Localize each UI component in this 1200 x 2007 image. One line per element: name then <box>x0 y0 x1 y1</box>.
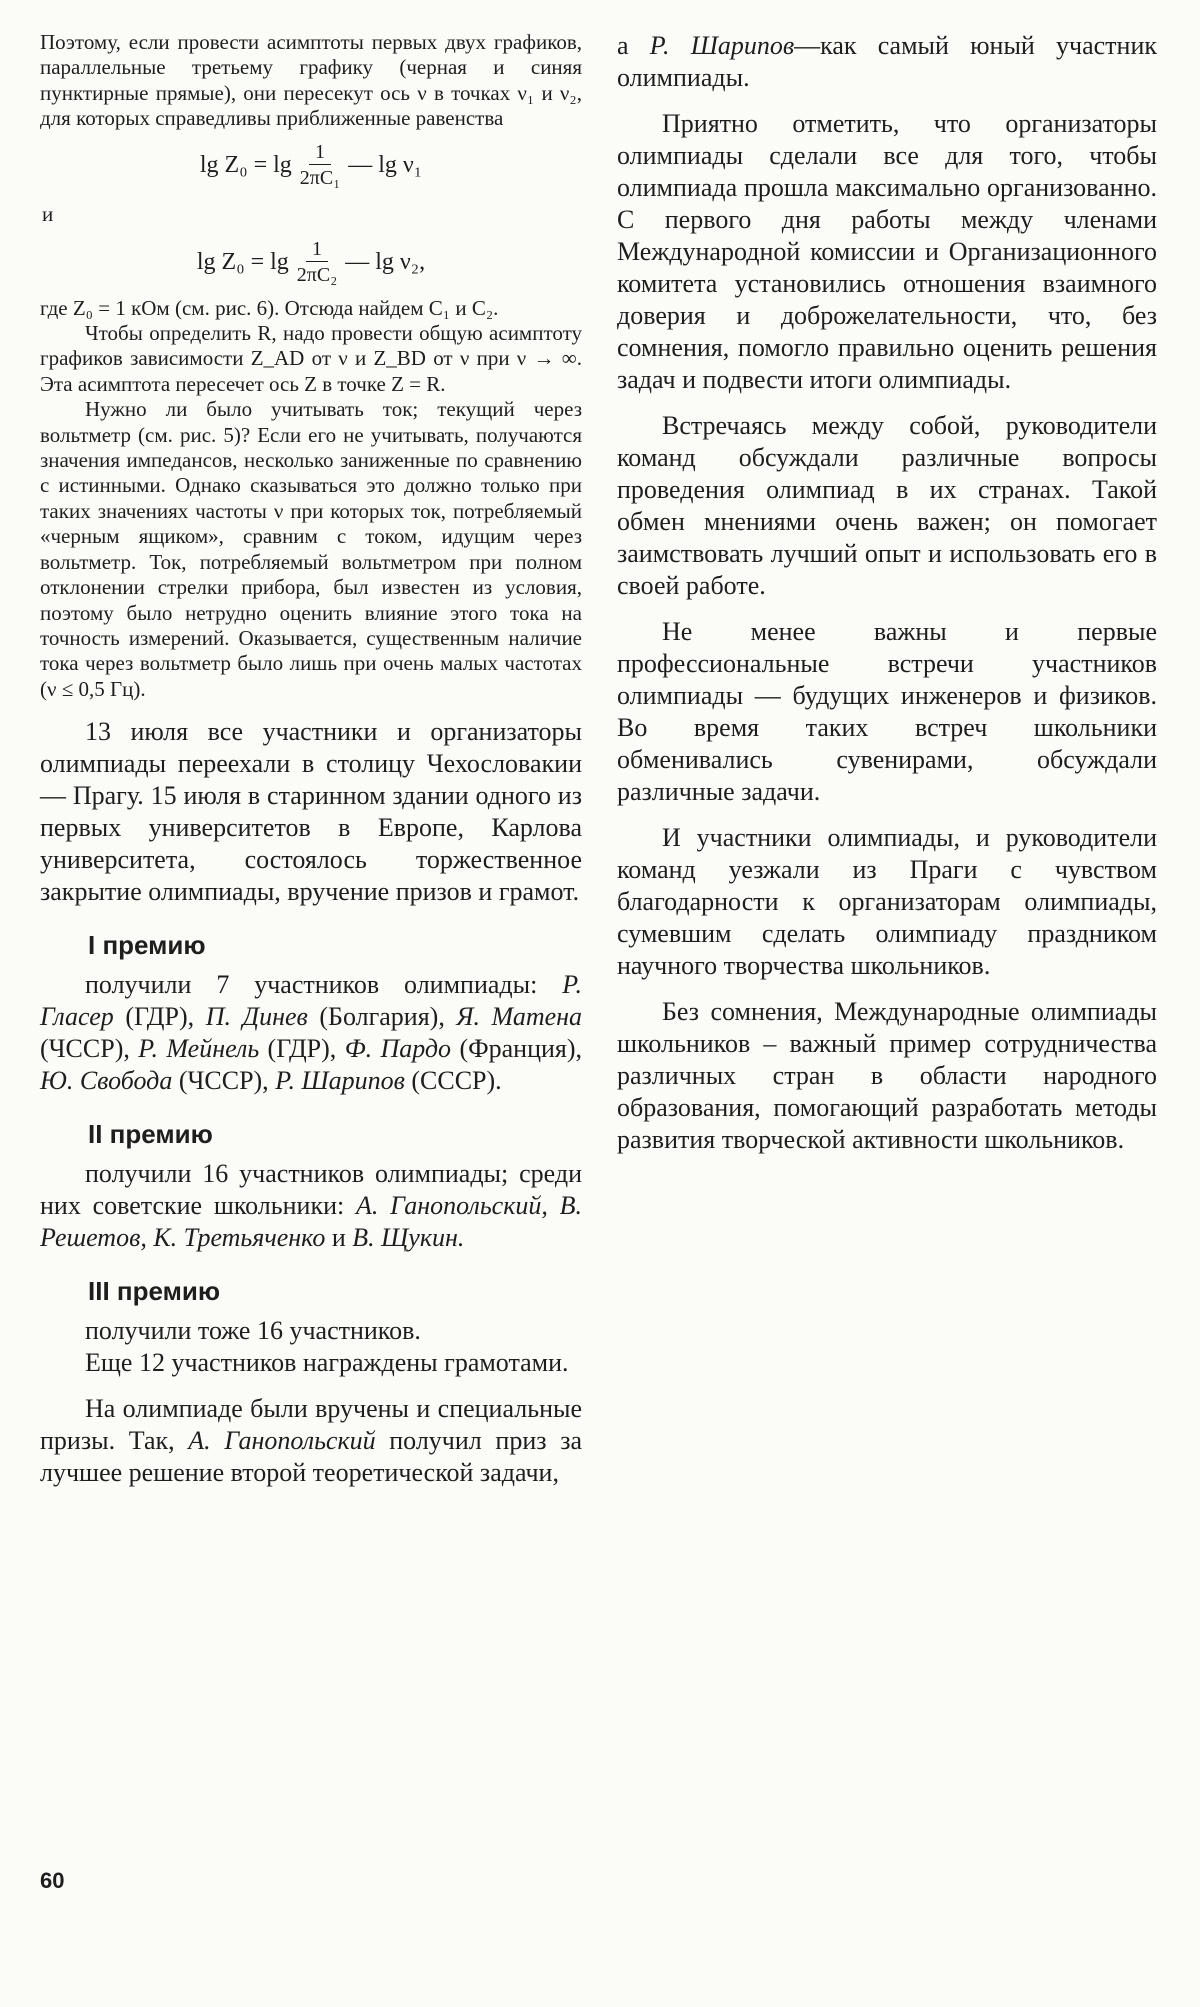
paragraph-voltmeter: Нужно ли было учитывать ток; текущий через вольтметр (см. рис. 5)? Если его не учитывать, получаются значения импедансов, несколько заниженные по сравнению с истинными. Однако сказываться это должно только при таких значениях частоты ν при которых ток, потребляемый «черным ящиком», сравним с током, идущим через вольтметр. Ток, потребляемый вольтметром при полном отклонении стрелки прибора, был известен из условия, поэтому было нетрудно оценить влияние этого тока на точность измерений. Оказывается, существенным наличие тока через вольтметр было лишь при очень малых частотах (ν ≤ 0,5 Гц). <box>40 397 582 701</box>
winner-name: А. Ганопольский, <box>355 1191 548 1221</box>
winner-name: В. Решетов, <box>40 1191 583 1253</box>
formula-2-lhs: lg Z₀ = lg <box>196 249 289 276</box>
paragraph-first-prize: получили 7 участников олимпиады: Р. Гласер (ГДР), П. Динев (Болгария), Я. Матена (ЧССР), Р. Мейнель (ГДР), Ф. Пардо (Франция), Ю. Свобода (ЧССР), Р. Шарипов (СССР). <box>40 970 583 1096</box>
paragraph-z0: где Z₀ = 1 кОм (см. рис. 6). Отсюда найдем C₁ и C₂. <box>40 295 499 320</box>
formula-2 <box>40 237 582 288</box>
paragraph-professional-meetings: Не менее важны и первые профессиональные встречи участников олимпиады — будущих инженеров и физиков. Во время таких встреч школьники обменивались сувенирами, обсуждали различные задачи. <box>617 617 1157 806</box>
formula-1-numerator: 1 <box>309 140 331 165</box>
heading-third-prize: III премию <box>88 1276 221 1307</box>
winner-name: К. Третьяченко <box>153 1223 326 1253</box>
paragraph-gratitude: И участники олимпиады, и руководители команд уезжали из Праги с чувством благодарности к организаторам олимпиады, сумевшим сделать олимпиаду праздником научного творчества школьников. <box>617 823 1157 980</box>
paragraph-certificates: Еще 12 участников награждены грамотами. <box>85 1348 569 1378</box>
paragraph-conclusion: Без сомнения, Международные олимпиады школьников – важный пример сотрудничества различных стран в области народного образования, помогающий разработать методы развития творческой активности школьников. <box>617 997 1157 1154</box>
paragraph-resistance: Чтобы определить R, надо провести общую асимптоту графиков зависимости Z_AD от ν и Z_BD от ν при ν → ∞. Эта асимптота пересечет ось Z в точке Z = R. <box>40 321 582 396</box>
page-number: 60 <box>40 1868 65 1893</box>
winner-name: Ф. Пардо <box>344 1034 452 1064</box>
winner-name: А. Ганопольский <box>188 1426 376 1456</box>
formula-1 <box>40 140 582 191</box>
paragraph-organization: Приятно отметить, что организаторы олимпиады сделали все для того, чтобы олимпиада прошла максимально организованно. С первого дня работы между членами Международной комиссии и Организационного комитета установились отношения взаимного доверия и доброжелательности, что, без сомнения, помогло правильно оценить решения задач и подвести итоги олимпиады. <box>617 109 1157 394</box>
winner-name: Ю. Свобода <box>40 1066 173 1096</box>
paragraph-youngest: а Р. Шарипов—как самый юный участник олимпиады. <box>617 31 1158 92</box>
winner-name: Р. Шарипов <box>275 1066 405 1096</box>
formula-1-lhs: lg Z₀ = lg <box>199 152 292 179</box>
right-column <box>617 30 1157 1156</box>
conjunction-and: и <box>42 201 54 226</box>
formula-2-rhs: — lg ν₂, <box>345 249 426 276</box>
heading-second-prize: II премию <box>88 1119 213 1150</box>
winner-name: П. Динев <box>205 1002 308 1032</box>
left-column <box>40 30 582 1489</box>
formula-1-fraction <box>300 140 340 191</box>
winner-name: Р. Мейнель <box>138 1034 260 1064</box>
paragraph-asymptotes: Поэтому, если провести асимптоты первых двух графиков, параллельные третьему графику (черная и синяя пунктирные прямые), они пересекут ось ν в точках ν₁ и ν₂, для которых справедливы приближенные равенства <box>40 30 582 131</box>
winner-name: Я. Матена <box>456 1002 583 1032</box>
paragraph-second-prize: получили 16 участников олимпиады; среди них советские школьники: А. Ганопольский, В. Решетов, К. Третьяченко и В. Щукин. <box>40 1159 583 1253</box>
paragraph-third-prize: получили тоже 16 участников. <box>85 1316 421 1346</box>
formula-1-denominator: 2πC₁ <box>299 166 341 189</box>
heading-first-prize: I премию <box>88 930 206 961</box>
winner-name: Р. Шарипов <box>649 31 795 60</box>
paragraph-team-leaders: Встречаясь между собой, руководители команд обсуждали различные вопросы проведения олимпиад в их странах. Такой обмен мнениями очень важен; он помогает заимствовать лучший опыт и использовать его в своей работе. <box>617 411 1157 600</box>
formula-2-fraction <box>297 237 337 288</box>
paragraph-closing-ceremony: 13 июля все участники и организаторы олимпиады переехали в столицу Чехословакии — Прагу. 15 июля в старинном здании одного из первых университетов в Европе, Карлова университета, состоялось торжественное закрытие олимпиады, вручение призов и грамот. <box>40 717 582 907</box>
paragraph-special-prizes: На олимпиаде были вручены и специальные призы. Так, А. Ганопольский получил приз за лучшее решение второй теоретической задачи, <box>40 1394 582 1488</box>
formula-2-numerator: 1 <box>306 237 328 262</box>
winner-name: Р. Гласер <box>40 970 582 1032</box>
formula-1-rhs: — lg ν₁ <box>348 152 423 179</box>
winner-name: В. Щукин. <box>352 1223 465 1253</box>
formula-2-denominator: 2πC₂ <box>296 263 338 286</box>
